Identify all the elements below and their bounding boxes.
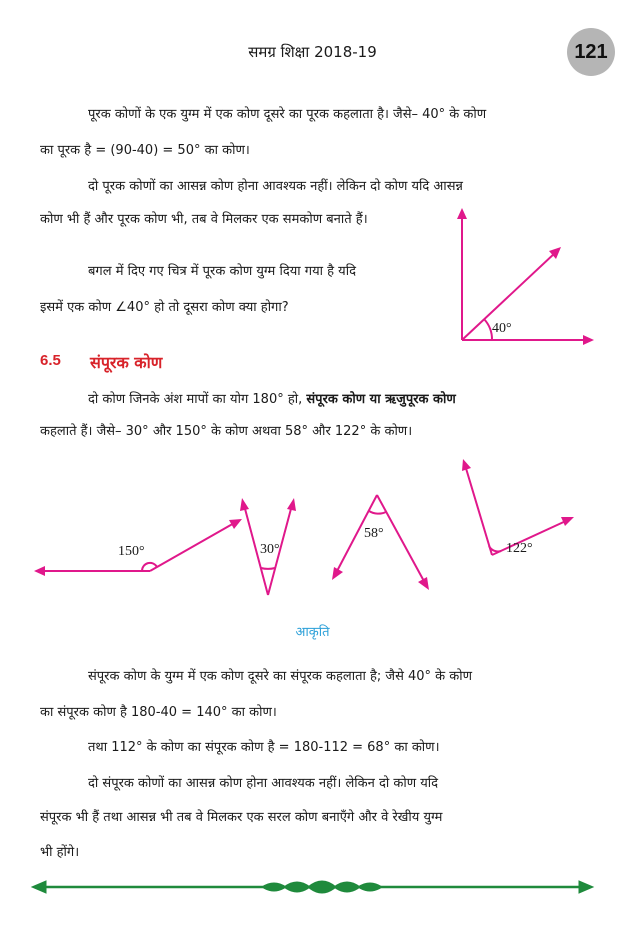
complementary-para2-line2: कोण भी हैं और पूरक कोण भी, तब वे मिलकर एक समकोण बनाते हैं। xyxy=(40,212,368,227)
complementary-para3-line1: बगल में दिए गए चित्र में पूरक कोण युग्म दिया गया है यदि xyxy=(88,264,356,279)
section-para1-line2: कहलाते हैं। जैसे– 30° और 150° के कोण अथवा 58° और 122° के कोण। xyxy=(40,424,413,439)
angle-label-122: 122° xyxy=(506,541,533,556)
angle-label-40: 40° xyxy=(492,321,512,336)
angle-arc xyxy=(484,319,492,340)
angle-label-58: 58° xyxy=(364,526,384,541)
section-title: संपूरक कोण xyxy=(90,353,163,372)
supplementary-para1-line1: संपूरक कोण के युग्म में एक कोण दूसरे का संपूरक कहलाता है; जैसे 40° के कोण xyxy=(88,669,473,684)
section-number: 6.5 xyxy=(40,352,61,369)
complementary-para2-line1: दो पूरक कोणों का आसन्न कोण होना आवश्यक नहीं। लेकिन दो कोण यदि आसन्न xyxy=(88,179,463,194)
supplementary-angles-figure xyxy=(28,455,598,605)
decorative-divider xyxy=(30,872,595,902)
page-number-badge: 121 xyxy=(567,28,615,76)
complementary-angle-figure xyxy=(440,200,600,350)
complementary-para1-line2: का पूरक है = (90-40) = 50° का कोण। xyxy=(40,143,250,158)
vertical-arrowhead xyxy=(457,208,467,219)
figure-caption: आकृति xyxy=(295,625,330,640)
section-para1-text: दो कोण जिनके अंश मापों का योग 180° हो, xyxy=(88,392,307,407)
supplementary-para3-line3: भी होंगे। xyxy=(40,845,80,860)
supplementary-para2: तथा 112° के कोण का संपूरक कोण है = 180-112 = 68° का कोण। xyxy=(88,740,440,755)
header-title: समग्र शिक्षा 2018-19 xyxy=(248,43,377,61)
supplementary-para3-line1: दो संपूरक कोणों का आसन्न कोण होना आवश्यक नहीं। लेकिन दो कोण यदि xyxy=(88,776,439,791)
horizontal-arrowhead xyxy=(583,335,594,345)
section-para1-line1 xyxy=(88,390,593,410)
angle-label-30: 30° xyxy=(260,542,280,557)
complementary-para3-line2: इसमें एक कोण ∠40° हो तो दूसरा कोण क्या होगा? xyxy=(40,300,289,315)
angle-label-150: 150° xyxy=(118,544,145,559)
supplementary-para3-line2: संपूरक भी हैं तथा आसन्न भी तब वे मिलकर एक सरल कोण बनाएँगे और वे रेखीय युग्म xyxy=(40,810,443,825)
complementary-para1-line1: पूरक कोणों के एक युग्म में एक कोण दूसरे का पूरक कहलाता है। जैसे– 40° के कोण xyxy=(88,107,487,122)
supplementary-para1-line2: का संपूरक कोण है 180-40 = 140° का कोण। xyxy=(40,705,277,720)
section-para1-bold-term: संपूरक कोण या ऋजुपूरक कोण xyxy=(306,392,456,407)
